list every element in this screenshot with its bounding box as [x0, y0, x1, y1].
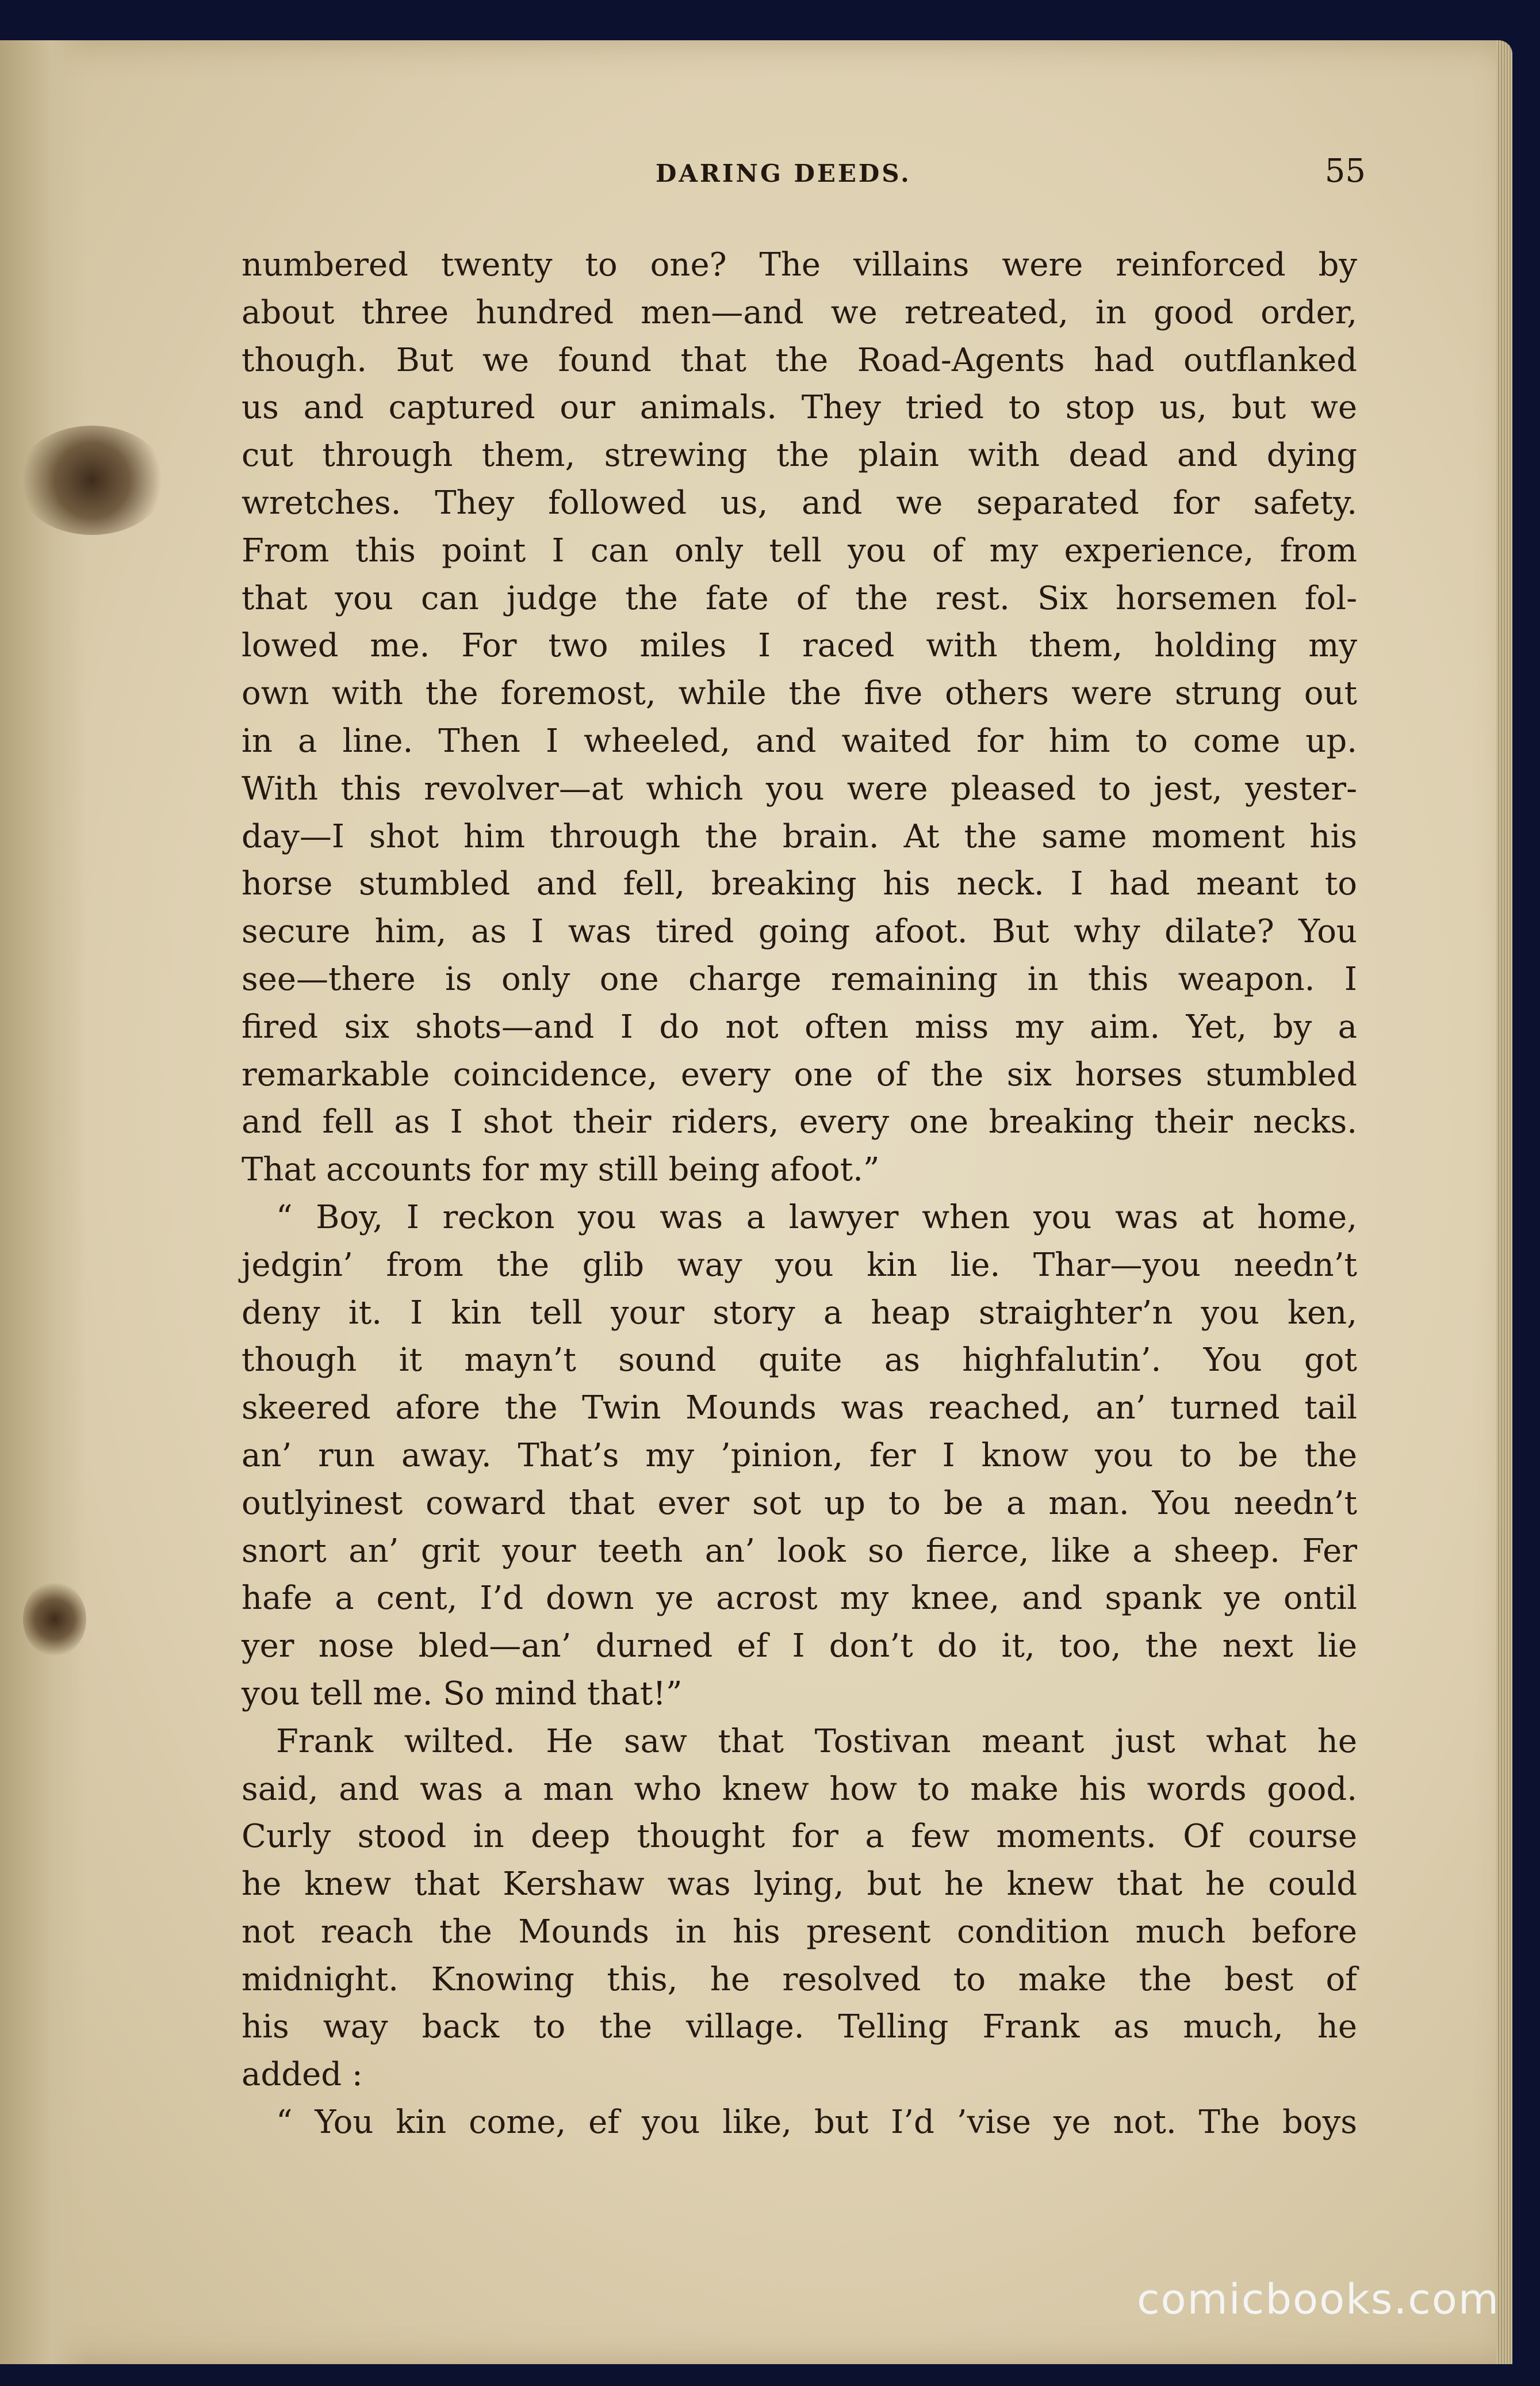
- text-line: snort an’ grit your teeth an’ look so fierce, like a sheep. Fer: [242, 1532, 1357, 1570]
- text-line: jedgin’ from the glib way you kin lie. Thar—you needn’t: [242, 1246, 1357, 1284]
- text-line: midnight. Knowing this, he resolved to make the best of: [242, 1960, 1357, 1998]
- text-line: numbered twenty to one? The villains were reinforced by: [242, 246, 1357, 284]
- text-line: added :: [242, 2056, 363, 2094]
- text-line: cut through them, strewing the plain with dead and dying: [242, 437, 1357, 475]
- text-line: though. But we found that the Road-Agents had outflanked: [242, 341, 1357, 379]
- text-line: Frank wilted. He saw that Tostivan meant just what he: [276, 1722, 1357, 1760]
- ink-stain: [17, 426, 167, 535]
- text-line: said, and was a man who knew how to make his words good.: [242, 1770, 1357, 1808]
- body-text: [242, 242, 1357, 2147]
- text-line: remarkable coincidence, every one of the six horses stumbled: [242, 1056, 1357, 1093]
- text-line: From this point I can only tell you of my experience, from: [242, 532, 1357, 569]
- text-line: day—I shot him through the brain. At the same moment his: [242, 817, 1357, 855]
- text-line: wretches. They followed us, and we separated for safety.: [242, 484, 1357, 522]
- text-line: fired six shots—and I do not often miss my aim. Yet, by a: [242, 1008, 1357, 1046]
- text-line: outlyinest coward that ever sot up to be a man. You needn’t: [242, 1484, 1357, 1522]
- text-line: deny it. I kin tell your story a heap straighter’n you ken,: [242, 1294, 1357, 1332]
- text-line: That accounts for my still being afoot.”: [242, 1151, 880, 1189]
- text-line: see—there is only one charge remaining in this weapon. I: [242, 960, 1357, 998]
- running-title: DARING DEEDS.: [656, 159, 911, 188]
- text-line: not reach the Mounds in his present condition much before: [242, 1913, 1357, 1951]
- text-line: and fell as I shot their riders, every one breaking their necks.: [242, 1103, 1357, 1141]
- text-line: he knew that Kershaw was lying, but he knew that he could: [242, 1865, 1357, 1903]
- text-line: “ You kin come, ef you like, but I’d ’vise ye not. The boys: [276, 2104, 1357, 2142]
- page-edges: [1496, 40, 1512, 2364]
- text-line: horse stumbled and fell, breaking his neck. I had meant to: [242, 865, 1357, 903]
- text-line: in a line. Then I wheeled, and waited for him to come up.: [242, 722, 1357, 760]
- text-line: lowed me. For two miles I raced with them, holding my: [242, 627, 1357, 665]
- text-line: an’ run away. That’s my ’pinion, fer I know you to be the: [242, 1436, 1357, 1474]
- text-line: us and captured our animals. They tried to stop us, but we: [242, 389, 1357, 427]
- text-line: his way back to the village. Telling Frank as much, he: [242, 2008, 1357, 2046]
- binding-gutter: [0, 40, 86, 2364]
- text-line: yer nose bled—an’ durned ef I don’t do it, too, the next lie: [242, 1627, 1357, 1665]
- ink-stain-lower: [23, 1582, 86, 1657]
- text-line: With this revolver—at which you were pleased to jest, yester-: [242, 770, 1357, 808]
- text-line: hafe a cent, I’d down ye acrost my knee, and spank ye ontil: [242, 1580, 1357, 1618]
- text-line: “ Boy, I reckon you was a lawyer when you was at home,: [276, 1198, 1357, 1236]
- text-line: though it mayn’t sound quite as highfalutin’. You got: [242, 1341, 1357, 1379]
- text-line: about three hundred men—and we retreated, in good order,: [242, 293, 1357, 331]
- text-line: skeered afore the Twin Mounds was reached, an’ turned tail: [242, 1389, 1357, 1427]
- watermark: comicbooks.com: [1136, 2275, 1500, 2323]
- running-head: [242, 152, 1366, 198]
- text-line: own with the foremost, while the five others were strung out: [242, 675, 1357, 713]
- page-number: 55: [1324, 152, 1366, 190]
- text-line: that you can judge the fate of the rest. Six horsemen fol-: [242, 579, 1357, 617]
- text-line: Curly stood in deep thought for a few moments. Of course: [242, 1818, 1357, 1856]
- text-line: you tell me. So mind that!”: [242, 1674, 683, 1712]
- text-line: secure him, as I was tired going afoot. But why dilate? You: [242, 913, 1357, 951]
